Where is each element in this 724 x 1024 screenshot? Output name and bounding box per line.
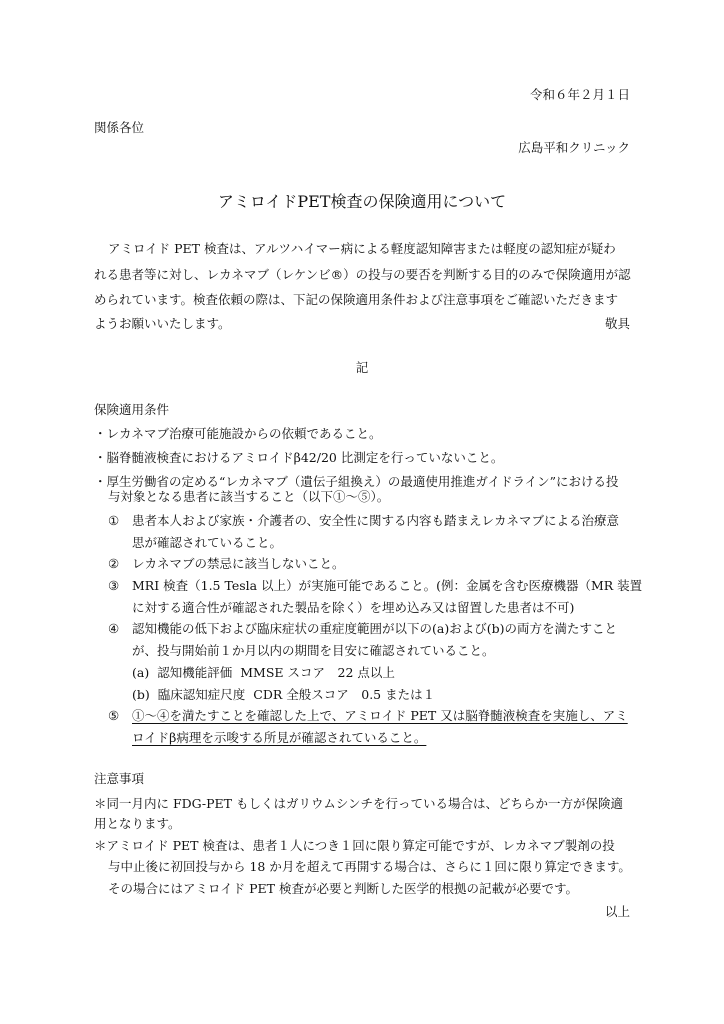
- note-line: その場合にはアミロイド PET 検査が必要と判断した医学的根拠の記載が必要です。: [108, 881, 578, 896]
- intro-line: ようお願いいたします。: [94, 316, 231, 331]
- sub-item-label: (b): [132, 687, 150, 702]
- intro-line: められています。検査依頼の際は、下記の保険適用条件および注意事項をご確認いただきます: [94, 292, 619, 307]
- recipient: 関係各位: [94, 120, 145, 135]
- sub-item-b: [132, 689, 435, 702]
- item-text-underlined: ロイドβ病理を示唆する所見が確認されていること。: [132, 730, 427, 745]
- item-number: ④: [108, 621, 120, 636]
- sub-item-name: 臨床認知症尺度: [157, 687, 246, 702]
- item-text: が、投与開始前１か月以内の期間を目安に確認されていること。: [132, 643, 495, 658]
- item-number: ①: [108, 513, 120, 528]
- item-number: ②: [108, 556, 120, 571]
- item-text: レカネマブの禁忌に該当しないこと。: [132, 556, 345, 571]
- intro-line: アミロイド PET 検査は、アルツハイマー病による軽度認知障害または軽度の認知症が疑わ: [108, 241, 616, 256]
- item-text: に対する適合性が確認された製品を除く）を埋め込み又は留置した患者は不可): [132, 600, 575, 615]
- note-line: 与中止後に初回投与から 18 か月を超えて再開する場合は、さらに１回に限り算定できます。: [108, 859, 631, 874]
- condition-bullet: ・厚生労働省の定める“レカネマブ（遺伝子組換え）の最適使用推進ガイドライン”における投: [94, 474, 619, 489]
- sub-item-value: CDR 全般スコア 0.5 または１: [253, 687, 436, 702]
- intro-line: れる患者等に対し、レカネマブ（レケンビ®）の投与の要否を判断する目的のみで保険適用が認: [94, 267, 631, 282]
- note-line: ＊アミロイド PET 検査は、患者１人につき１回に限り算定可能ですが、レカネマブ製剤の投: [94, 838, 615, 853]
- condition-bullet: ・レカネマブ治療可能施設からの依頼であること。: [94, 426, 382, 441]
- notes-heading: 注意事項: [94, 771, 145, 786]
- sub-item-label: (a): [132, 665, 150, 680]
- item-text: 認知機能の低下および臨床症状の重症度範囲が以下の(a)および(b)の両方を満たすこと: [132, 621, 617, 636]
- item-number: ⑤: [108, 708, 120, 723]
- condition-bullet-cont: 与対象となる患者に該当すること（以下①～⑤）。: [108, 489, 390, 504]
- item-text: 患者本人および家族・介護者の、安全性に関する内容も踏まえレカネマブによる治療意: [132, 513, 620, 528]
- item-number: ③: [108, 578, 120, 593]
- item-text: MRI 検査（1.5 Tesla 以上）が実施可能であること。(例：金属を含む医療機器（MR 装置: [132, 578, 643, 593]
- notes-closing: 以上: [604, 904, 630, 919]
- item-text-underlined: ①～④を満たすことを確認した上で、アミロイド PET 又は脳脊髄液検査を実施し、アミ: [132, 708, 628, 723]
- intro-closing: 敬具: [604, 316, 630, 331]
- sub-item-a: [132, 667, 395, 680]
- conditions-heading: 保険適用条件: [94, 402, 170, 417]
- sender: 広島平和クリニック: [518, 140, 630, 155]
- ki-marker: 記: [355, 360, 369, 375]
- document-title: アミロイドPET検査の保険適用について: [217, 192, 507, 211]
- condition-bullet: ・脳脊髄液検査におけるアミロイドβ42/20 比測定を行っていないこと。: [94, 450, 504, 465]
- sub-item-name: 認知機能評価: [157, 665, 233, 680]
- sub-item-value: MMSE スコア 22 点以上: [240, 665, 395, 680]
- document-date: 令和６年２月１日: [529, 87, 630, 102]
- note-line: 用となります。: [94, 816, 181, 831]
- note-line: ＊同一月内に FDG-PET もしくはガリウムシンチを行っている場合は、どちらか一方が保険適: [94, 796, 624, 811]
- item-text: 思が確認されていること。: [132, 535, 283, 550]
